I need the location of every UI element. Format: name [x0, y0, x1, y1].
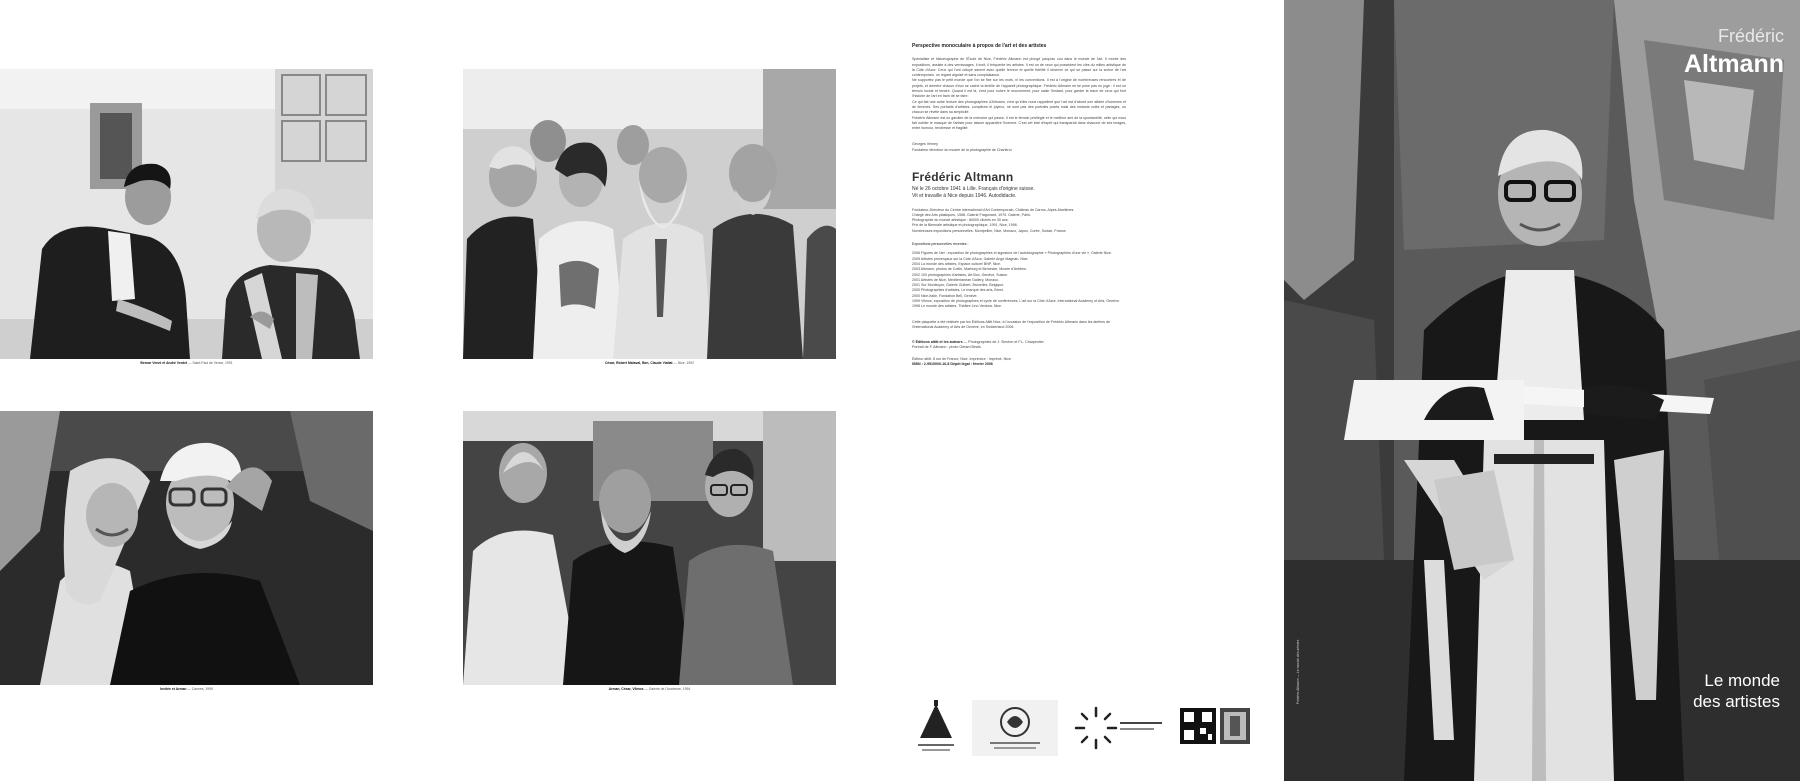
expo-line: 2005 Artistes provençaux sur la Côte d'Azur, Galerie Ange Magnan, Nice. — [912, 256, 1029, 261]
isbn-line: ISBN : 2-9510000-16-8 Dépôt légal : février 2006 — [912, 362, 993, 367]
bio-line: Chargé des Arts plastiques, 1968. Galerie Fragonard, 1970. Galerie, Paris. — [912, 212, 1031, 217]
expo-list — [912, 251, 1126, 309]
signature-name: Georges Verney — [912, 142, 938, 147]
qr-code-icon — [1180, 708, 1250, 748]
print-line: Éditeur altitt. 8 rue de France, Nice. Imprimeur : Imprimé, Nice. — [912, 356, 1012, 361]
photo-caption-3: Invitée et Arman — Cannes, 1995 — [160, 687, 213, 691]
artist-intro — [912, 186, 1126, 199]
intro-line: Vit et travaille à Nice depuis 1946. Autodidacte. — [912, 192, 1017, 199]
triangle-logo-icon — [912, 700, 960, 756]
expo-line: 2004 La monde des artistes, Espace culturel BNP, Nice. — [912, 261, 1002, 266]
essay-paragraph: Spécialiste et historiographe de l'École de Nice, Frédéric Altmann est plongé jusqu'au cou dans le monde de l'art. Il monte des expositions, assiste à des vernissages, il écrit, il fréquente les artistes. Il est un de ceux qui possèdent les clés du milieu artistique de la Côte d'Azur. Ceux qui l'ont côtoyé savent avec quelle ferveur et quelle fidélité il observe ce qui se passe sur la scène de l'art contemporain, un regard aiguisé et sans complaisance. — [912, 57, 1126, 78]
expo-line: 2000 Photographies d'artistes, Le marqué des arts, Brest. — [912, 288, 1004, 293]
cover-last-name: Altmann — [1684, 50, 1784, 78]
signature-title: Fondateur directeur du musée de la photographie de Charleroi — [912, 147, 1012, 152]
closing-note: Cette plaquette a été réalisée par les Éditions Altitt Nice, à l'occasion de l'exposition de Frédéric Altmann dans les ateliers de l'International Academy of Arts de Genève, en Switzerland 2006. — [912, 319, 1110, 329]
bio-line: Photographie du monde artistique : 80000 clichés en 30 ans. — [912, 218, 1009, 223]
cover-subtitle-line: Le monde — [1704, 671, 1780, 690]
photo-group-of-artists — [463, 69, 836, 359]
bio-list — [912, 208, 1126, 234]
bio-line: Nombreuses expositions personnelles, Montpellier, Nice, Monaco, Japon, Corée, Suisse, France. — [912, 228, 1067, 233]
copyright-bold: © Éditions altitt et les auteurs — [912, 340, 963, 345]
expo-line: 2001 Sur Montluçon, Galerie Guibert, Bruxelles, Belgique. — [912, 283, 1005, 288]
text-column — [912, 44, 1126, 764]
expo-line: 2000 Nice-Italie, Fondation Bell, Genève. — [912, 293, 978, 298]
photo-couple-smiling — [0, 411, 373, 685]
artist-name: Frédéric Altmann — [912, 170, 1014, 185]
essay-heading: Perspective monoculaire à propos de l'art et des artistes — [912, 43, 1047, 49]
photo-three-men — [463, 411, 836, 685]
expo-line: 2002 100 photographies d'artistes, Art Box, Genève, Suisse. — [912, 272, 1008, 277]
copyright-rest: — Photographies de J. Siméon et F.L. Charpentier — [962, 340, 1044, 345]
essay-paragraph: Frédéric Altmann est un gardien de la mémoire qui passe. Il est le témoin privilégié et le meilleur ami de la spontanéité, celle qui nous fait oublier le masque de l'artiste pour laisser apparaître l'homme. C'est cet état d'esprit qui transparaît dans chacune de ses images, entre humour, tendresse et fragilité. — [912, 115, 1126, 131]
expo-line: 1998 Le monde des artistes, Théâtre Lino Ventura, Nice. — [912, 304, 1003, 309]
expo-line: 2003 Altmann, photos de Cottin, Marburg et Beinecke, Musée d'Antibes. — [912, 267, 1027, 272]
bio-line: Fondateur-Directeur du Centre international d'Art Contemporain, Château de Carros, Alpes-Maritimes. — [912, 207, 1075, 212]
essay-paragraph: Ce qui fait une autre lecture des photographies d'Altmann, c'est qu'elles nous rappellent que l'art est d'abord une affaire d'hommes et de femmes. Ses portraits d'artistes, complices et joyeux, ne sont pas des portraits posés mais des instants volés et partagés, où chacun se révèle dans sa simplicité. — [912, 99, 1126, 115]
expo-line: 2006 Figures de l'art : exposition de photographies et signature de l'autobiographie « Photographies d'une vie », Galerie Nice. — [912, 251, 1112, 256]
cover-subtitle-line: des artistes — [1693, 692, 1780, 711]
seal-logo-icon — [972, 700, 1058, 756]
essay-paragraph: Ne supportez pas le petit monde que l'on se fixe sur les mots, ni les conventions. Il est à l'origine de nombreuses rencontres et de projets, et derrière chacun d'eux se cache la lentille de l'appareil photographique. Frédéric Altmann ne se pose pas en juge : il est un témoin lucide et tendre. Quand il est là, c'est pour suivre le mouvement, pour saisir l'instant, pour garder la trace de ceux qui font l'histoire de l'art en train de se faire. — [912, 78, 1126, 99]
photo-caption-4: Arman, César, Vilmos — Galerie de l'Ancienne, 1994 — [608, 687, 691, 691]
expo-line: 1999 Vilmos, exposition de photographies et cycle de conférences, L'art sur la Côte d'Azur, International Academy of Arts, Genève. — [912, 298, 1120, 303]
cover-photo — [1284, 0, 1800, 781]
cover-spine-text: Frédéric Altmann — Le monde des artistes — [1296, 639, 1300, 704]
expo-line: 2001 Artistes de Nice, Mediterranean Gallery, Monaco. — [912, 277, 1000, 282]
expo-heading: Expositions personnelles récentes : — [912, 242, 969, 247]
photo-two-men-talking — [0, 69, 373, 359]
cover-first-name: Frédéric — [1717, 26, 1784, 46]
bio-line: Prix de la Biennale artistique et photographique, 1991, Nice, 1996. — [912, 223, 1018, 228]
sun-logo-icon — [1072, 700, 1166, 756]
logo-row — [912, 700, 1252, 760]
portrait-credit: Portrait de F. Altmann : photo Gérard Beals. — [912, 345, 982, 350]
photo-caption-1: Bernar Venet et André Verdet — Saint-Paul de Vence, 1991 — [140, 361, 233, 365]
intro-line: Né le 26 octobre 1941 à Lille. Français d'origine suisse. — [912, 186, 1035, 193]
photo-caption-2: César, Robert Malaval, Ben, Claude Viallat — Nice, 1992 — [604, 361, 695, 365]
